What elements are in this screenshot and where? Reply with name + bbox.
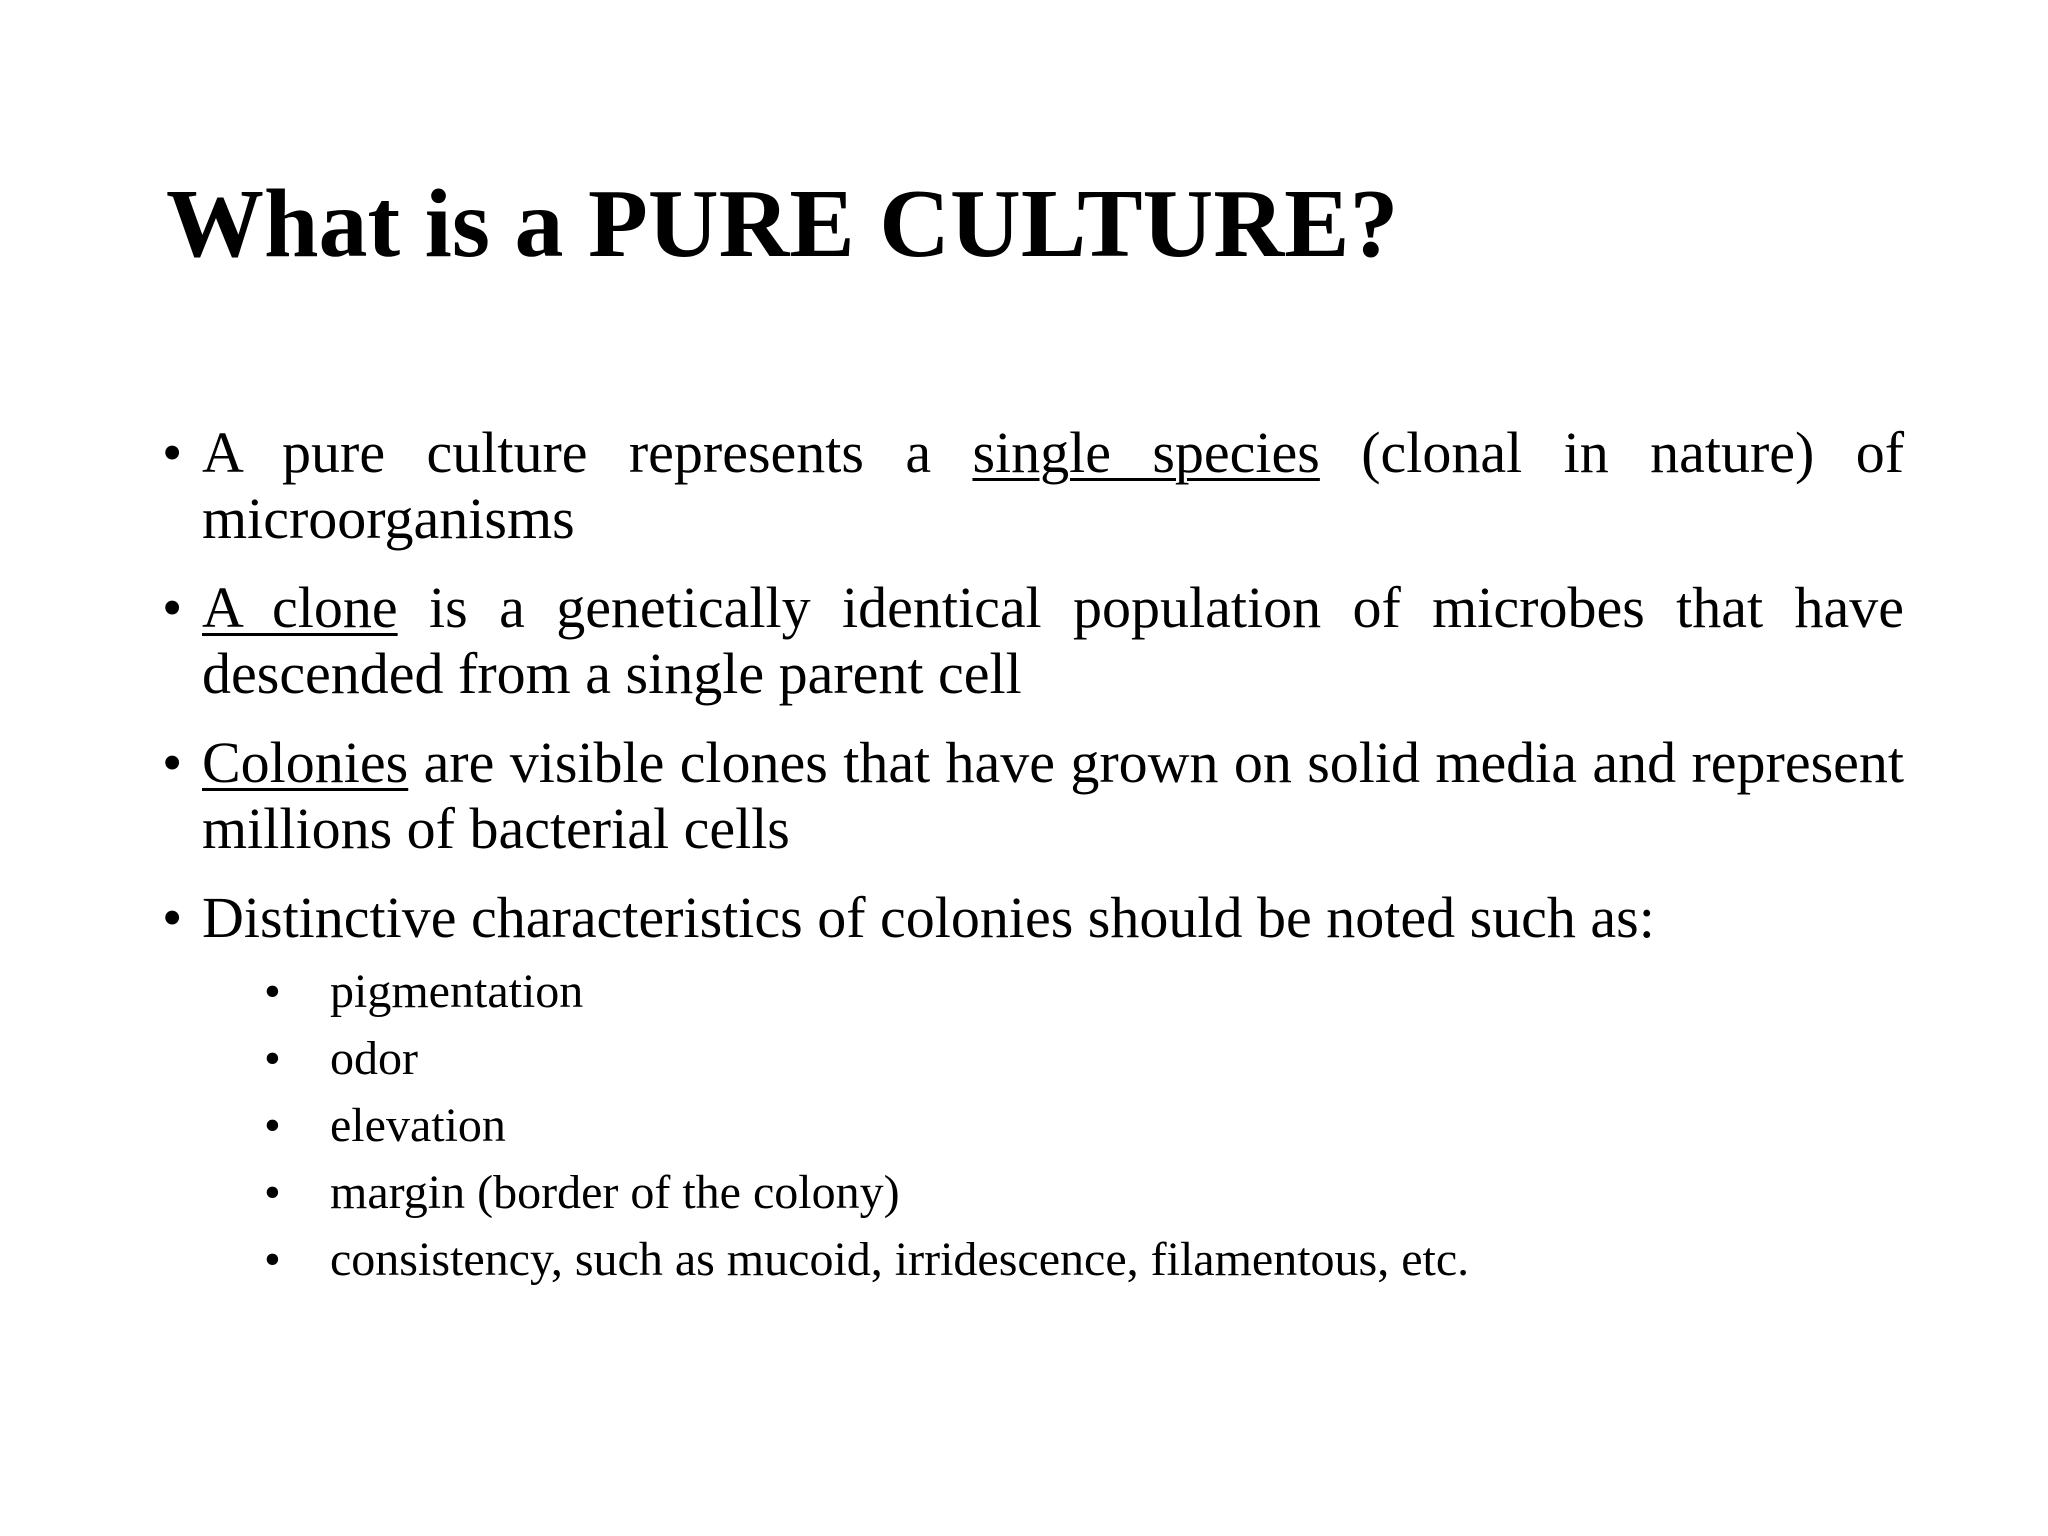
bullet-item	[162, 730, 1904, 862]
bullet-dot: •	[162, 885, 183, 950]
bullet-item	[162, 885, 1904, 951]
bullet-text: is a genetically identical population of microbes that have descended from a single parent cell	[202, 575, 1904, 706]
bullet-item	[162, 575, 1904, 707]
sub-bullet-text: elevation	[330, 1099, 506, 1152]
bullet-text: A pure culture represents a	[202, 420, 973, 485]
slide-title: What is a PURE CULTURE?	[166, 170, 1399, 278]
bullet-dot: •	[162, 730, 183, 795]
bullet-dot: •	[162, 420, 183, 485]
bullet-list	[162, 420, 1904, 974]
sub-bullet-item	[264, 1025, 1469, 1092]
sub-bullet-text: margin (border of the colony)	[330, 1166, 900, 1219]
sub-bullet-text: pigmentation	[330, 965, 584, 1018]
underlined-term: Colonies	[202, 730, 409, 795]
sub-bullet-item	[264, 1226, 1469, 1293]
bullet-dot: •	[264, 965, 281, 1018]
bullet-dot: •	[264, 1099, 281, 1152]
underlined-term: single species	[972, 420, 1320, 485]
bullet-dot: •	[264, 1166, 281, 1219]
sub-bullet-item	[264, 1092, 1469, 1159]
bullet-dot: •	[162, 575, 183, 640]
bullet-dot: •	[264, 1233, 281, 1286]
bullet-item	[162, 420, 1904, 552]
underlined-term: A clone	[202, 575, 398, 640]
sub-bullet-text: odor	[330, 1032, 418, 1085]
bullet-dot: •	[264, 1032, 281, 1085]
sub-bullet-list	[264, 958, 1469, 1293]
sub-bullet-item	[264, 958, 1469, 1025]
sub-bullet-text: consistency, such as mucoid, irridescence, filamentous, etc.	[330, 1233, 1470, 1286]
bullet-text: Distinctive characteristics of colonies should be noted such as:	[202, 885, 1655, 950]
bullet-text: (clonal in nature) of microorganisms	[202, 420, 1905, 551]
sub-bullet-item	[264, 1159, 1469, 1226]
bullet-text: are visible clones that have grown on solid media and represent millions of bacterial cells	[202, 730, 1904, 861]
